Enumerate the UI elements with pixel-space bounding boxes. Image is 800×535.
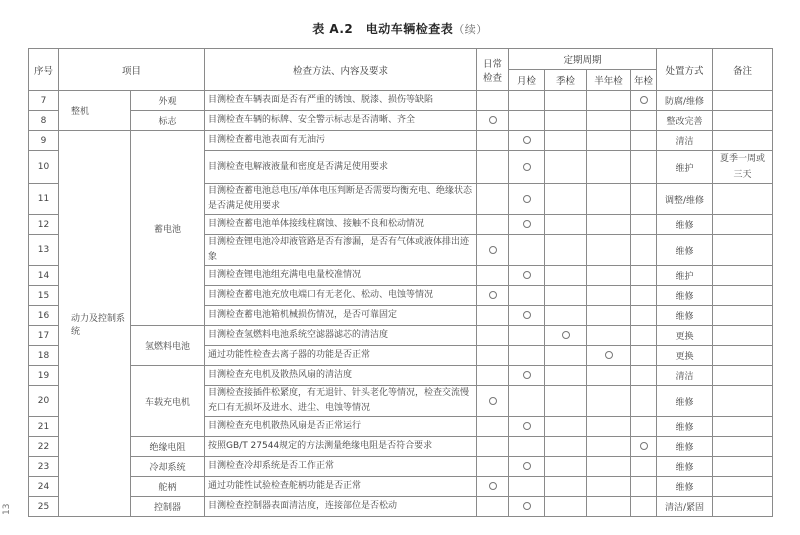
circle-mark-icon [489,246,497,254]
halfyear-check-cell [587,184,631,215]
halfyear-check-cell [587,111,631,131]
header-daily: 日常检查 [477,49,509,91]
method-cell: 目测检查蓄电池总电压/单体电压判断是否需要均衡充电、绝缘状态是否满足使用要求 [205,184,477,215]
halfyear-check-cell [587,151,631,184]
daily-check-cell [477,111,509,131]
circle-mark-icon [523,220,531,228]
method-cell: 目测检查充电机及散热风扇的清洁度 [205,366,477,386]
remark-cell [713,457,773,477]
action-cell: 清洁/紧固 [657,497,713,517]
action-cell: 维修 [657,235,713,266]
monthly-check-cell [509,215,545,235]
yearly-check-cell [631,346,657,366]
row-number: 11 [29,184,59,215]
quarterly-check-cell [545,151,587,184]
action-cell: 更换 [657,346,713,366]
circle-mark-icon [489,482,497,490]
table-row [29,477,773,497]
daily-check-cell [477,326,509,346]
monthly-check-cell [509,386,545,417]
action-cell: 清洁 [657,131,713,151]
row-number: 10 [29,151,59,184]
yearly-check-cell [631,286,657,306]
action-cell: 维修 [657,286,713,306]
action-cell: 更换 [657,326,713,346]
action-cell: 维护 [657,266,713,286]
daily-check-cell [477,417,509,437]
method-cell: 目测检查冷却系统是否工作正常 [205,457,477,477]
header-periodic: 定期周期 [509,49,657,70]
yearly-check-cell [631,266,657,286]
action-cell: 防腐/维修 [657,91,713,111]
halfyear-check-cell [587,417,631,437]
method-cell: 目测检查车辆的标牌、安全警示标志是否清晰、齐全 [205,111,477,131]
halfyear-check-cell [587,477,631,497]
remark-cell [713,346,773,366]
circle-mark-icon [489,397,497,405]
row-number: 15 [29,286,59,306]
row-number: 17 [29,326,59,346]
quarterly-check-cell [545,235,587,266]
circle-mark-icon [562,331,570,339]
method-cell: 通过功能性试验检查舵柄功能是否正常 [205,477,477,497]
quarterly-check-cell [545,386,587,417]
yearly-check-cell [631,91,657,111]
row-number: 13 [29,235,59,266]
header-quarterly: 季检 [545,70,587,91]
circle-mark-icon [523,163,531,171]
daily-check-cell [477,386,509,417]
yearly-check-cell [631,477,657,497]
action-cell: 维修 [657,417,713,437]
circle-mark-icon [523,371,531,379]
remark-cell [713,326,773,346]
quarterly-check-cell [545,306,587,326]
quarterly-check-cell [545,286,587,306]
method-cell: 目测检查锂电池组充满电电量校准情况 [205,266,477,286]
subitem-fuelcell: 氢燃料电池 [131,326,205,366]
halfyear-check-cell [587,286,631,306]
halfyear-check-cell [587,326,631,346]
action-cell: 维修 [657,215,713,235]
method-cell: 目测检查充电机散热风扇是否正常运行 [205,417,477,437]
monthly-check-cell [509,91,545,111]
row-number: 14 [29,266,59,286]
circle-mark-icon [640,442,648,450]
header-seq: 序号 [29,49,59,91]
quarterly-check-cell [545,417,587,437]
remark-cell [713,266,773,286]
row-number: 24 [29,477,59,497]
action-cell: 清洁 [657,366,713,386]
halfyear-check-cell [587,386,631,417]
remark-cell [713,386,773,417]
remark-cell [713,497,773,517]
yearly-check-cell [631,457,657,477]
remark-cell [713,286,773,306]
row-number: 19 [29,366,59,386]
daily-check-cell [477,91,509,111]
table-body [29,91,773,517]
method-cell: 目测检查车辆表面是否有严重的锈蚀、脱漆、损伤等缺陷 [205,91,477,111]
row-number: 20 [29,386,59,417]
header-remarks: 备注 [713,49,773,91]
monthly-check-cell [509,417,545,437]
method-cell: 目测检查蓄电池单体接线柱腐蚀、接触不良和松动情况 [205,215,477,235]
daily-check-cell [477,477,509,497]
monthly-check-cell [509,151,545,184]
yearly-check-cell [631,306,657,326]
yearly-check-cell [631,215,657,235]
yearly-check-cell [631,131,657,151]
action-cell: 整改完善 [657,111,713,131]
monthly-check-cell [509,111,545,131]
method-cell: 目测检查锂电池冷却液管路是否有渗漏，是否有气体或液体排出迹象 [205,235,477,266]
title-suffix: （续） [453,23,488,36]
method-cell: 通过功能性检查去离子器的功能是否正常 [205,346,477,366]
quarterly-check-cell [545,457,587,477]
halfyear-check-cell [587,306,631,326]
quarterly-check-cell [545,91,587,111]
remark-cell [713,417,773,437]
quarterly-check-cell [545,346,587,366]
quarterly-check-cell [545,366,587,386]
yearly-check-cell [631,111,657,131]
method-cell: 目测检查氢燃料电池系统空滤器滤芯的清洁度 [205,326,477,346]
header-action: 处置方式 [657,49,713,91]
header-method: 检查方法、内容及要求 [205,49,477,91]
monthly-check-cell [509,235,545,266]
circle-mark-icon [523,422,531,430]
remark-cell [713,366,773,386]
category-vehicle: 整机 [59,91,131,131]
row-number: 22 [29,437,59,457]
action-cell: 维修 [657,457,713,477]
table-row [29,91,773,111]
method-cell: 目测检查电解液液量和密度是否满足使用要求 [205,151,477,184]
row-number: 16 [29,306,59,326]
remark-cell [713,477,773,497]
quarterly-check-cell [545,266,587,286]
monthly-check-cell [509,497,545,517]
row-number: 12 [29,215,59,235]
header-yearly: 年检 [631,70,657,91]
page-number: 13 [2,503,12,515]
daily-check-cell [477,286,509,306]
method-cell: 目测检查接插件松紧度，有无退针、针头老化等情况，检查交流慢充口有无损坏及进水、进尘、电蚀等情况 [205,386,477,417]
quarterly-check-cell [545,131,587,151]
row-number: 9 [29,131,59,151]
monthly-check-cell [509,326,545,346]
method-cell: 目测检查控制器表面清洁度，连接部位是否松动 [205,497,477,517]
daily-check-cell [477,346,509,366]
circle-mark-icon [489,116,497,124]
remark-cell [713,131,773,151]
yearly-check-cell [631,235,657,266]
halfyear-check-cell [587,497,631,517]
row-number: 23 [29,457,59,477]
subitem-controller: 控制器 [131,497,205,517]
daily-check-cell [477,266,509,286]
circle-mark-icon [523,502,531,510]
subitem-cooling: 冷却系统 [131,457,205,477]
table-row [29,111,773,131]
quarterly-check-cell [545,215,587,235]
daily-check-cell [477,497,509,517]
action-cell: 维修 [657,437,713,457]
method-cell: 按照GB/T 27544规定的方法测量绝缘电阻是否符合要求 [205,437,477,457]
quarterly-check-cell [545,111,587,131]
yearly-check-cell [631,366,657,386]
yearly-check-cell [631,184,657,215]
header-monthly: 月检 [509,70,545,91]
header-item: 项目 [59,49,205,91]
remark-cell [713,111,773,131]
remark-cell [713,184,773,215]
monthly-check-cell [509,184,545,215]
subitem-appearance: 外观 [131,91,205,111]
title-text: 表 A.2 电动车辆检查表 [312,22,454,36]
subitem-battery: 蓄电池 [131,131,205,326]
subitem-insulation: 绝缘电阻 [131,437,205,457]
method-cell: 目测检查蓄电池表面有无油污 [205,131,477,151]
category-powertrain: 动力及控制系统 [59,131,131,517]
action-cell: 调整/维修 [657,184,713,215]
circle-mark-icon [605,351,613,359]
quarterly-check-cell [545,497,587,517]
yearly-check-cell [631,437,657,457]
halfyear-check-cell [587,235,631,266]
action-cell: 维修 [657,386,713,417]
monthly-check-cell [509,437,545,457]
quarterly-check-cell [545,326,587,346]
method-cell: 目测检查蓄电池箱机械损伤情况，是否可靠固定 [205,306,477,326]
row-number: 8 [29,111,59,131]
daily-check-cell [477,184,509,215]
monthly-check-cell [509,477,545,497]
quarterly-check-cell [545,437,587,457]
yearly-check-cell [631,417,657,437]
table-row [29,437,773,457]
monthly-check-cell [509,366,545,386]
table-row [29,366,773,386]
subitem-rudder: 舵柄 [131,477,205,497]
monthly-check-cell [509,346,545,366]
circle-mark-icon [523,136,531,144]
row-number: 18 [29,346,59,366]
action-cell: 维修 [657,306,713,326]
remark-cell [713,437,773,457]
halfyear-check-cell [587,437,631,457]
daily-check-cell [477,457,509,477]
yearly-check-cell [631,151,657,184]
remark-cell [713,91,773,111]
halfyear-check-cell [587,91,631,111]
halfyear-check-cell [587,346,631,366]
remark-cell [713,215,773,235]
table-row [29,457,773,477]
circle-mark-icon [523,271,531,279]
action-cell: 维修 [657,477,713,497]
action-cell: 维护 [657,151,713,184]
row-number: 21 [29,417,59,437]
daily-check-cell [477,235,509,266]
daily-check-cell [477,131,509,151]
halfyear-check-cell [587,457,631,477]
daily-check-cell [477,437,509,457]
halfyear-check-cell [587,266,631,286]
remark-cell: 夏季一周或三天 [713,151,773,184]
header-halfyear: 半年检 [587,70,631,91]
row-number: 25 [29,497,59,517]
monthly-check-cell [509,457,545,477]
circle-mark-icon [523,462,531,470]
circle-mark-icon [523,195,531,203]
daily-check-cell [477,366,509,386]
halfyear-check-cell [587,131,631,151]
monthly-check-cell [509,306,545,326]
table-row [29,497,773,517]
document-title [0,20,800,37]
daily-check-cell [477,151,509,184]
monthly-check-cell [509,286,545,306]
table-row [29,131,773,151]
monthly-check-cell [509,266,545,286]
monthly-check-cell [509,131,545,151]
subitem-charger: 车载充电机 [131,366,205,437]
yearly-check-cell [631,326,657,346]
circle-mark-icon [640,96,648,104]
quarterly-check-cell [545,477,587,497]
method-cell: 目测检查蓄电池充放电端口有无老化、松动、电蚀等情况 [205,286,477,306]
quarterly-check-cell [545,184,587,215]
circle-mark-icon [523,311,531,319]
remark-cell [713,235,773,266]
table-row [29,326,773,346]
inspection-table [28,48,773,517]
halfyear-check-cell [587,215,631,235]
circle-mark-icon [489,291,497,299]
row-number: 7 [29,91,59,111]
yearly-check-cell [631,497,657,517]
daily-check-cell [477,306,509,326]
halfyear-check-cell [587,366,631,386]
remark-cell [713,306,773,326]
daily-check-cell [477,215,509,235]
subitem-sign: 标志 [131,111,205,131]
yearly-check-cell [631,386,657,417]
